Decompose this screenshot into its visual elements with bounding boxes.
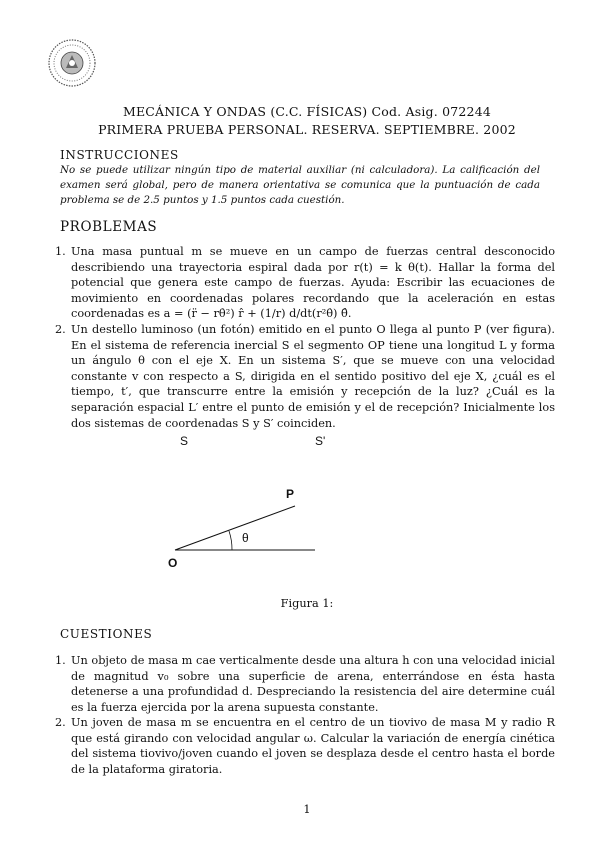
problem-text: Un destello luminoso (un fotón) emitido en el punto O llega al punto P (ver figura). En el sistema de referencia inercial S el segmento OP tiene una longitud L y forma un ángulo θ con el eje X. En un sistema S′, que se mueve con una velocidad constante v con respecto a S, dirigida en el sentido positivo del eje X, ¿cuál es el tiempo, t′, que transcurre entre la emisión y recepción de la luz? ¿Cuál es la separación espacial L′ entre el punto de emisión y el de recepción? Inicialmente los dos sistemas de coordenadas S y S′ coinciden. bbox=[71, 323, 555, 430]
question-text: Un joven de masa m se encuentra en el centro de un tiovivo de masa M y radio R que está girando con velocidad angular ω. Calcular la variación de energía cinética del sistema tiovivo/joven cuando el joven se desplaza desde el centro hasta el borde de la plataforma giratoria. bbox=[71, 716, 555, 776]
university-seal-icon bbox=[47, 38, 97, 88]
page-number: 1 bbox=[303, 803, 311, 816]
figure-diagram bbox=[160, 425, 360, 575]
page-subtitle: PRIMERA PRUEBA PERSONAL. RESERVA. SEPTIEMBRE. 2002 bbox=[98, 122, 516, 137]
question-text: Un objeto de masa m cae verticalmente desde una altura h con una velocidad inicial de magnitud v₀ sobre una superficie de arena, enterrándose en ésta hasta detenerse a una profundidad d. Despreciando la resistencia del aire determine cuál es la fuerza ejercida por la arena supuesta constante. bbox=[71, 654, 555, 714]
label-s-prime: S' bbox=[315, 434, 326, 448]
label-s: S bbox=[180, 434, 189, 448]
question-item bbox=[55, 653, 555, 715]
angle-arc bbox=[229, 531, 232, 550]
instructions-heading: INSTRUCCIONES bbox=[60, 148, 179, 162]
question-item bbox=[55, 715, 555, 777]
problem-item bbox=[55, 322, 555, 431]
problems-heading: PROBLEMAS bbox=[60, 219, 158, 235]
problem-number: 1. bbox=[55, 245, 66, 258]
figure-caption: Figura 1: bbox=[280, 597, 334, 610]
page-title: MECÁNICA Y ONDAS (C.C. FÍSICAS) Cod. Asig. 072244 bbox=[122, 104, 492, 119]
label-theta: θ bbox=[242, 531, 249, 545]
segment-op bbox=[175, 506, 295, 550]
question-number: 2. bbox=[55, 716, 66, 729]
label-p: P bbox=[286, 487, 295, 501]
question-number: 1. bbox=[55, 654, 66, 667]
instructions-text: No se puede utilizar ningún tipo de material auxiliar (ni calculadora). La calificación del examen será global, pero de manera orientativa se comunica que la puntuación de cada problema se de 2.5 puntos y 1.5 puntos cada cuestión. bbox=[60, 164, 540, 206]
label-o: O bbox=[168, 556, 178, 570]
questions-heading: CUESTIONES bbox=[60, 627, 153, 641]
problem-number: 2. bbox=[55, 323, 66, 336]
problem-text: Una masa puntual m se mueve en un campo de fuerzas central desconocido describiendo una trayectoria espiral dada por r(t) = k θ(t). Hallar la forma del potencial que genera este campo de fuerzas. Ayuda: Escribir las ecuaciones de movimiento en coordenadas polares recordando que la aceleración en estas coordenadas es a = (r̈ − rθ̇²) r̂ + (1/r) d/dt(r²θ̇) θ̂. bbox=[71, 245, 555, 321]
problem-item bbox=[55, 244, 555, 322]
